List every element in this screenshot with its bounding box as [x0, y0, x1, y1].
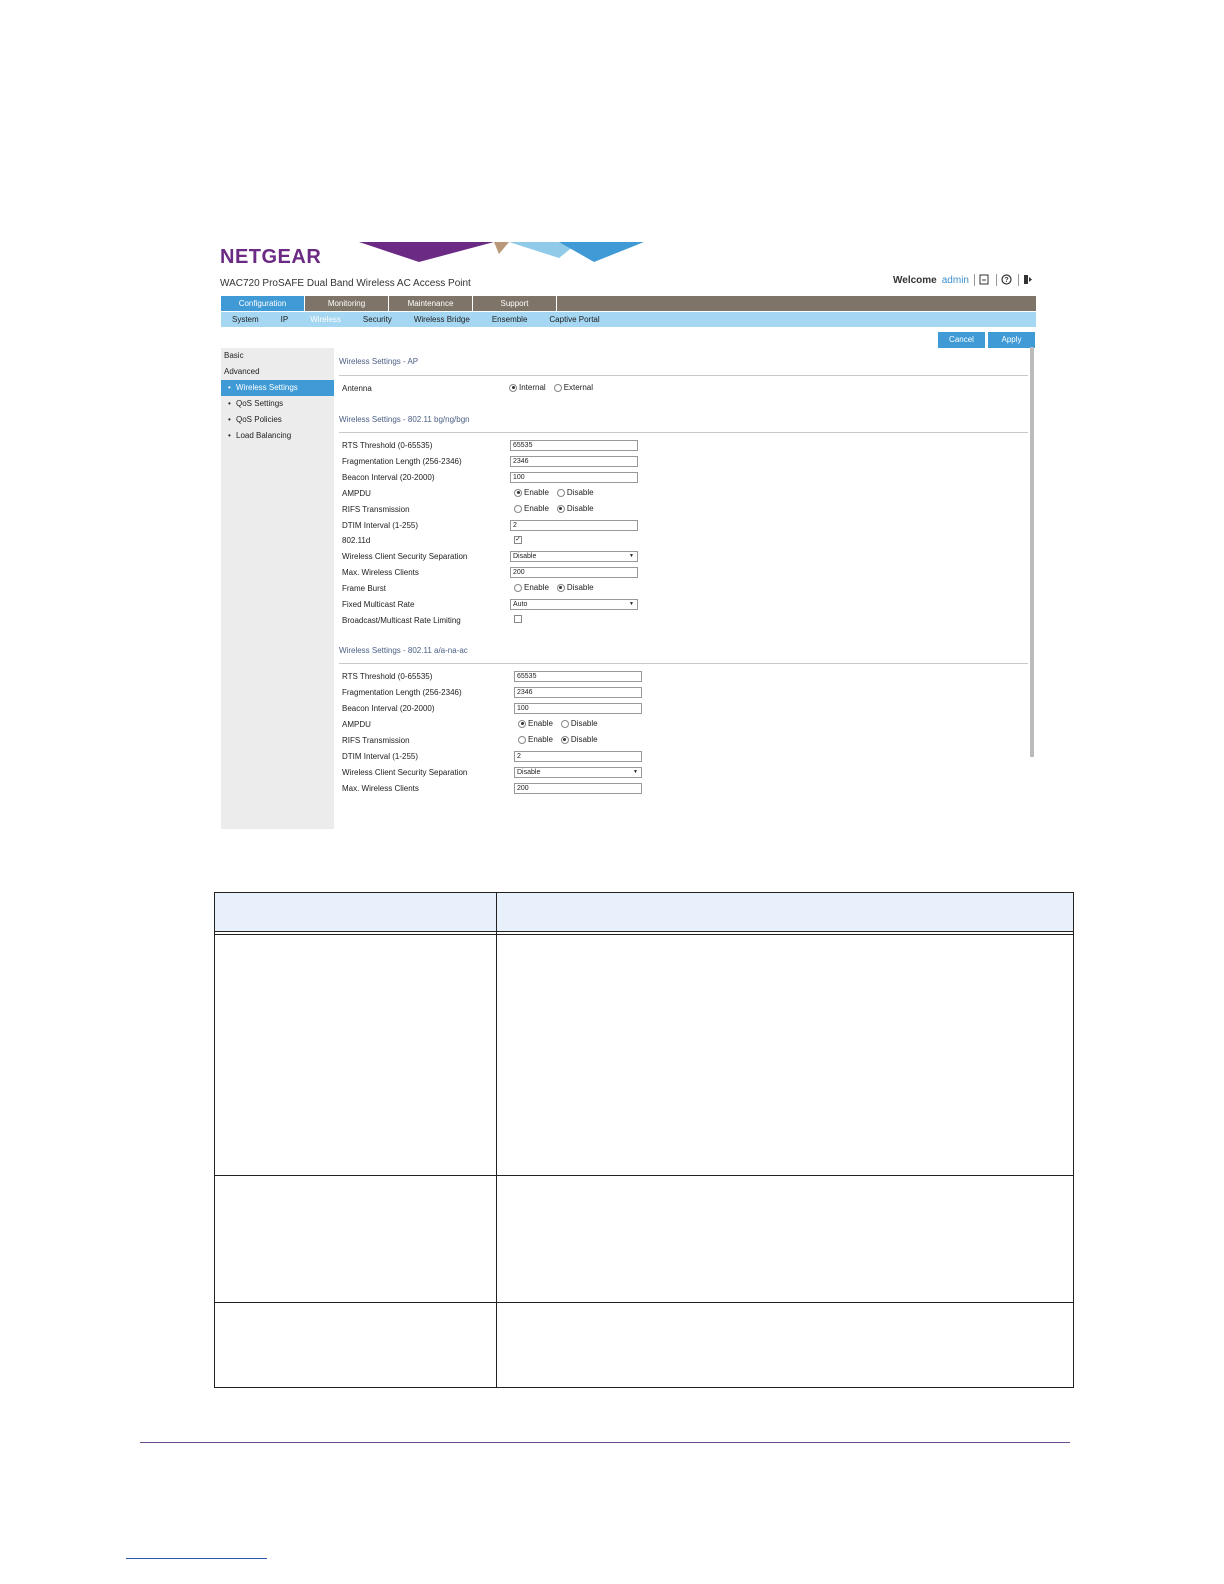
bgn-beacon-label: Beacon Interval (20-2000) — [342, 473, 435, 482]
bgn-dtim-input[interactable]: 2 — [510, 520, 638, 531]
bgn-burst-disable-radio[interactable] — [557, 584, 565, 592]
ac-rifs-disable-radio[interactable] — [561, 736, 569, 744]
tab-maintenance[interactable]: Maintenance — [389, 296, 473, 311]
ac-frag-input[interactable]: 2346 — [514, 687, 642, 698]
bgn-rate-limit-checkbox[interactable] — [514, 615, 522, 623]
ac-rts-label: RTS Threshold (0-65535) — [342, 672, 433, 681]
bgn-rts-input[interactable]: 65535 — [510, 440, 638, 451]
divider — [339, 375, 1028, 376]
document-icon[interactable] — [974, 274, 991, 286]
bgn-beacon-input[interactable]: 100 — [510, 472, 638, 483]
subtab-ensemble[interactable]: Ensemble — [491, 315, 528, 324]
sub-nav — [221, 312, 1036, 327]
bgn-rifs-enable-radio[interactable] — [514, 505, 522, 513]
svg-text:?: ? — [1004, 277, 1009, 285]
tab-support[interactable]: Support — [473, 296, 557, 311]
sidebar — [221, 348, 334, 829]
antenna-label: Antenna — [342, 384, 372, 393]
bgn-frag-label: Fragmentation Length (256-2346) — [342, 457, 462, 466]
section-title-bgn: Wireless Settings - 802.11 bg/ng/bgn — [339, 415, 470, 424]
antenna-internal-label: Internal — [519, 383, 546, 392]
antenna-radio-group — [509, 383, 593, 392]
bgn-burst-enable-label: Enable — [524, 583, 549, 592]
bgn-frame-burst-radio-group — [514, 583, 594, 592]
bgn-separation-select[interactable]: Disable ▼ — [510, 551, 638, 562]
section-title-ac: Wireless Settings - 802.11 a/a-na-ac — [339, 646, 468, 655]
ac-rifs-enable-label: Enable — [528, 735, 553, 744]
ac-rifs-disable-label: Disable — [570, 735, 598, 744]
table-row-divider — [215, 1175, 1073, 1176]
bgn-ampdu-enable-radio[interactable] — [514, 489, 522, 497]
ac-ampdu-label: AMPDU — [342, 720, 371, 729]
antenna-external-radio[interactable] — [554, 384, 562, 392]
bgn-ampdu-label: AMPDU — [342, 489, 371, 498]
bgn-max-clients-input[interactable]: 200 — [510, 567, 638, 578]
bgn-max-clients-label: Max. Wireless Clients — [342, 568, 419, 577]
subtab-security[interactable]: Security — [362, 315, 392, 324]
bgn-burst-enable-radio[interactable] — [514, 584, 522, 592]
subtab-wireless-bridge[interactable]: Wireless Bridge — [413, 315, 470, 324]
bgn-ampdu-radio-group — [514, 488, 594, 497]
bgn-frame-burst-label: Frame Burst — [342, 584, 387, 593]
sidebar-item-qos-policies[interactable]: • QoS Policies — [221, 412, 334, 428]
main-nav — [221, 296, 1036, 311]
bgn-rate-limit-label: Broadcast/Multicast Rate Limiting — [342, 616, 461, 625]
welcome-text: Welcome — [893, 274, 937, 286]
bgn-rifs-radio-group — [514, 504, 594, 513]
ac-ampdu-radio-group — [518, 719, 598, 728]
ac-dtim-label: DTIM Interval (1-255) — [342, 752, 419, 761]
sidebar-item-wireless-settings[interactable]: • Wireless Settings — [221, 380, 334, 396]
bgn-rts-label: RTS Threshold (0-65535) — [342, 441, 433, 450]
bgn-separation-label: Wireless Client Security Separation — [342, 552, 468, 561]
sidebar-item-load-balancing[interactable]: • Load Balancing — [221, 428, 334, 444]
subtab-captive-portal[interactable]: Captive Portal — [549, 315, 600, 324]
antenna-external-label: External — [563, 383, 594, 392]
ac-ampdu-enable-label: Enable — [528, 719, 553, 728]
cancel-button[interactable]: Cancel — [938, 332, 985, 348]
settings-panel — [339, 352, 1029, 800]
ac-separation-label: Wireless Client Security Separation — [342, 768, 468, 777]
bgn-80211d-label: 802.11d — [342, 536, 371, 545]
ac-beacon-input[interactable]: 100 — [514, 703, 642, 714]
ac-rts-input[interactable]: 65535 — [514, 671, 642, 682]
bgn-rifs-disable-radio[interactable] — [557, 505, 565, 513]
welcome-area — [893, 274, 1035, 286]
divider — [339, 432, 1028, 433]
ac-max-clients-input[interactable]: 200 — [514, 783, 642, 794]
ac-ampdu-disable-label: Disable — [570, 719, 598, 728]
ac-separation-select[interactable]: Disable ▼ — [514, 767, 642, 778]
bgn-dtim-label: DTIM Interval (1-255) — [342, 521, 419, 530]
ac-beacon-label: Beacon Interval (20-2000) — [342, 704, 435, 713]
ac-rifs-enable-radio[interactable] — [518, 736, 526, 744]
logout-icon[interactable] — [1018, 274, 1035, 286]
description-table — [214, 892, 1074, 1388]
footer-link-underline — [126, 1558, 267, 1559]
netgear-logo: NETGEAR — [220, 246, 322, 268]
tab-configuration[interactable]: Configuration — [221, 296, 305, 311]
bgn-multicast-label: Fixed Multicast Rate — [342, 600, 415, 609]
ui-screenshot — [219, 241, 1037, 829]
subtab-wireless[interactable]: Wireless — [310, 315, 341, 324]
subtab-ip[interactable]: IP — [280, 315, 289, 324]
bgn-burst-disable-label: Disable — [566, 583, 594, 592]
bgn-80211d-checkbox[interactable]: ✓ — [515, 536, 521, 543]
section-title-ap: Wireless Settings - AP — [339, 357, 419, 366]
bgn-rifs-enable-label: Enable — [524, 504, 549, 513]
ac-ampdu-disable-radio[interactable] — [561, 720, 569, 728]
table-header-row — [215, 893, 1073, 932]
sidebar-item-qos-settings[interactable]: • QoS Settings — [221, 396, 334, 412]
table-row-divider — [215, 1302, 1073, 1303]
table-row-divider — [215, 934, 1073, 935]
apply-button[interactable]: Apply — [988, 332, 1035, 348]
help-icon[interactable] — [996, 274, 1013, 286]
scrollbar[interactable] — [1030, 347, 1034, 757]
bgn-ampdu-disable-radio[interactable] — [557, 489, 565, 497]
bgn-frag-input[interactable]: 2346 — [510, 456, 638, 467]
ac-rifs-radio-group — [518, 735, 598, 744]
ac-frag-label: Fragmentation Length (256-2346) — [342, 688, 462, 697]
ac-rifs-label: RIFS Transmission — [342, 736, 410, 745]
sidebar-item-advanced[interactable]: Advanced — [224, 367, 260, 376]
antenna-internal-radio[interactable] — [509, 384, 517, 392]
user-link[interactable]: admin — [941, 274, 969, 286]
footer-rule — [140, 1442, 1070, 1443]
subtab-system[interactable]: System — [232, 315, 259, 324]
bgn-ampdu-disable-label: Disable — [566, 488, 594, 497]
tab-monitoring[interactable]: Monitoring — [305, 296, 389, 311]
bgn-ampdu-enable-label: Enable — [524, 488, 549, 497]
bgn-rifs-disable-label: Disable — [566, 504, 594, 513]
bgn-multicast-select[interactable]: Auto ▼ — [510, 599, 638, 610]
product-title: WAC720 ProSAFE Dual Band Wireless AC Access Point — [220, 278, 471, 289]
ac-dtim-input[interactable]: 2 — [514, 751, 642, 762]
table-column-divider — [496, 893, 497, 1387]
brand-banner — [359, 242, 644, 262]
divider — [339, 663, 1028, 664]
bgn-rifs-label: RIFS Transmission — [342, 505, 410, 514]
sidebar-item-basic[interactable]: Basic — [224, 351, 244, 360]
ac-max-clients-label: Max. Wireless Clients — [342, 784, 419, 793]
ac-ampdu-enable-radio[interactable] — [518, 720, 526, 728]
